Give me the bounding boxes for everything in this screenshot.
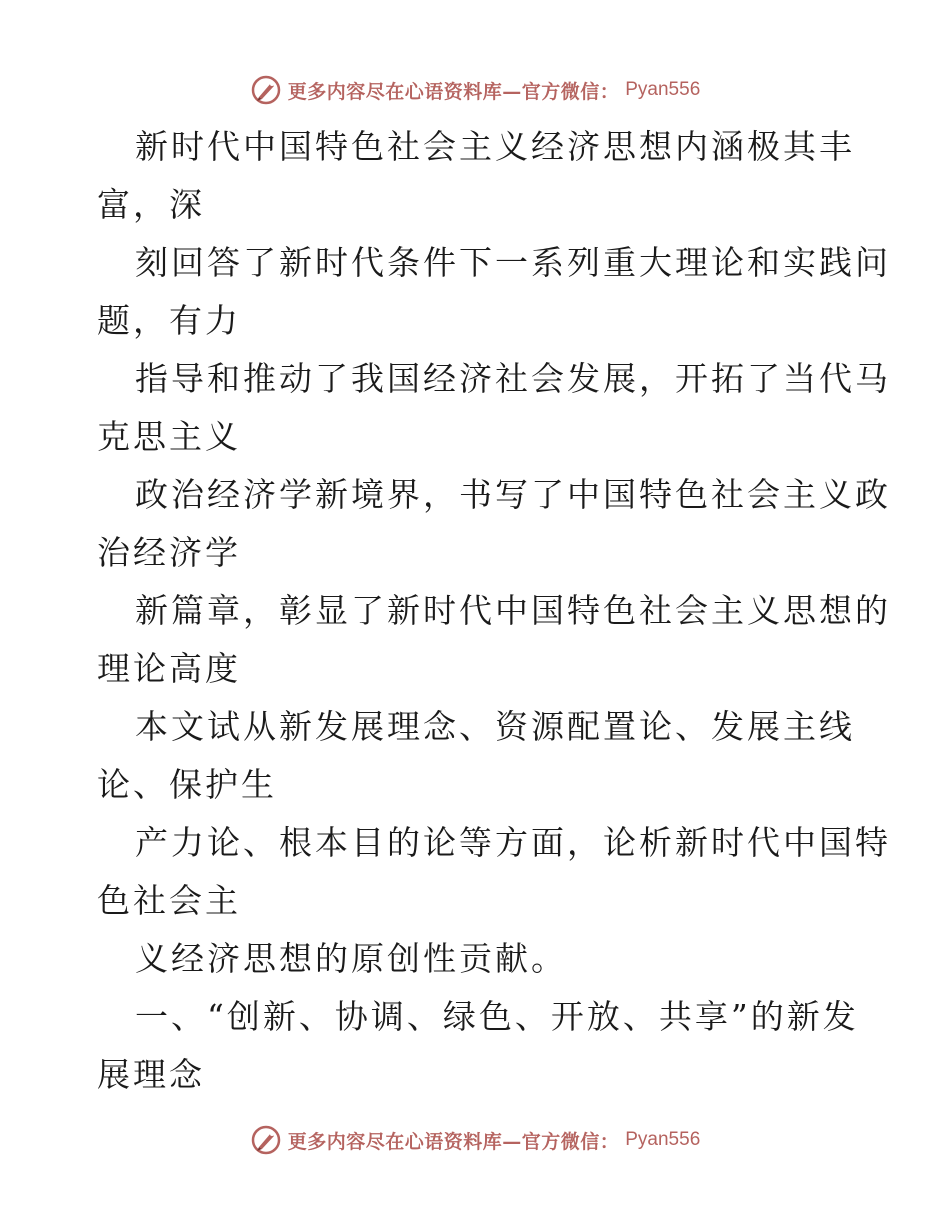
header-watermark: [0, 70, 950, 110]
watermark-text: 更多内容尽在心语资料库—官方微信：: [287, 1130, 620, 1153]
footer-watermark: [0, 1120, 950, 1160]
paragraph-line: 政治经济学新境界，书写了中国特色社会主义政: [135, 475, 891, 514]
paragraph-line: 题，有力: [97, 301, 241, 340]
paragraph-line: 色社会主: [97, 881, 241, 920]
paragraph-line: 本文试从新发展理念、资源配置论、发展主线: [135, 707, 855, 746]
paragraph-line: 理论高度: [97, 649, 241, 688]
paragraph-line: 富，深: [97, 185, 205, 224]
watermark-text: 更多内容尽在心语资料库—官方微信：: [287, 80, 620, 103]
paragraph-line: 新篇章，彰显了新时代中国特色社会主义思想的: [135, 591, 891, 630]
paragraph: [97, 582, 891, 698]
paragraph: [97, 234, 891, 350]
paragraph: [97, 930, 857, 988]
paragraph: [97, 988, 857, 1104]
paragraph-line: 刻回答了新时代条件下一系列重大理论和实践问: [135, 243, 891, 282]
paragraph-line: 克思主义: [97, 417, 241, 456]
paragraph-line: 论、保护生: [97, 765, 277, 804]
paragraph: [97, 118, 857, 234]
watermark-id: Pyan556: [625, 1129, 701, 1150]
paragraph-line: 义经济思想的原创性贡献。: [135, 939, 567, 978]
paragraph-line: 展理念: [97, 1055, 205, 1094]
paragraph-line: 治经济学: [97, 533, 241, 572]
paragraph-line: 指导和推动了我国经济社会发展，开拓了当代马: [135, 359, 891, 398]
paragraph-line: 一、“创新、协调、绿色、开放、共享”的新发: [135, 997, 859, 1036]
paragraph-line: 新时代中国特色社会主义经济思想内涵极其丰: [135, 127, 855, 166]
watermark-id: Pyan556: [625, 79, 701, 100]
paragraph: [97, 350, 891, 466]
paragraph-line: 产力论、根本目的论等方面，论析新时代中国特: [135, 823, 891, 862]
paragraph: [97, 814, 891, 930]
paragraph: [97, 698, 857, 814]
document-body: [97, 118, 891, 1104]
pen-logo-icon: [250, 1124, 282, 1156]
paragraph: [97, 466, 891, 582]
pen-logo-icon: [250, 74, 282, 106]
